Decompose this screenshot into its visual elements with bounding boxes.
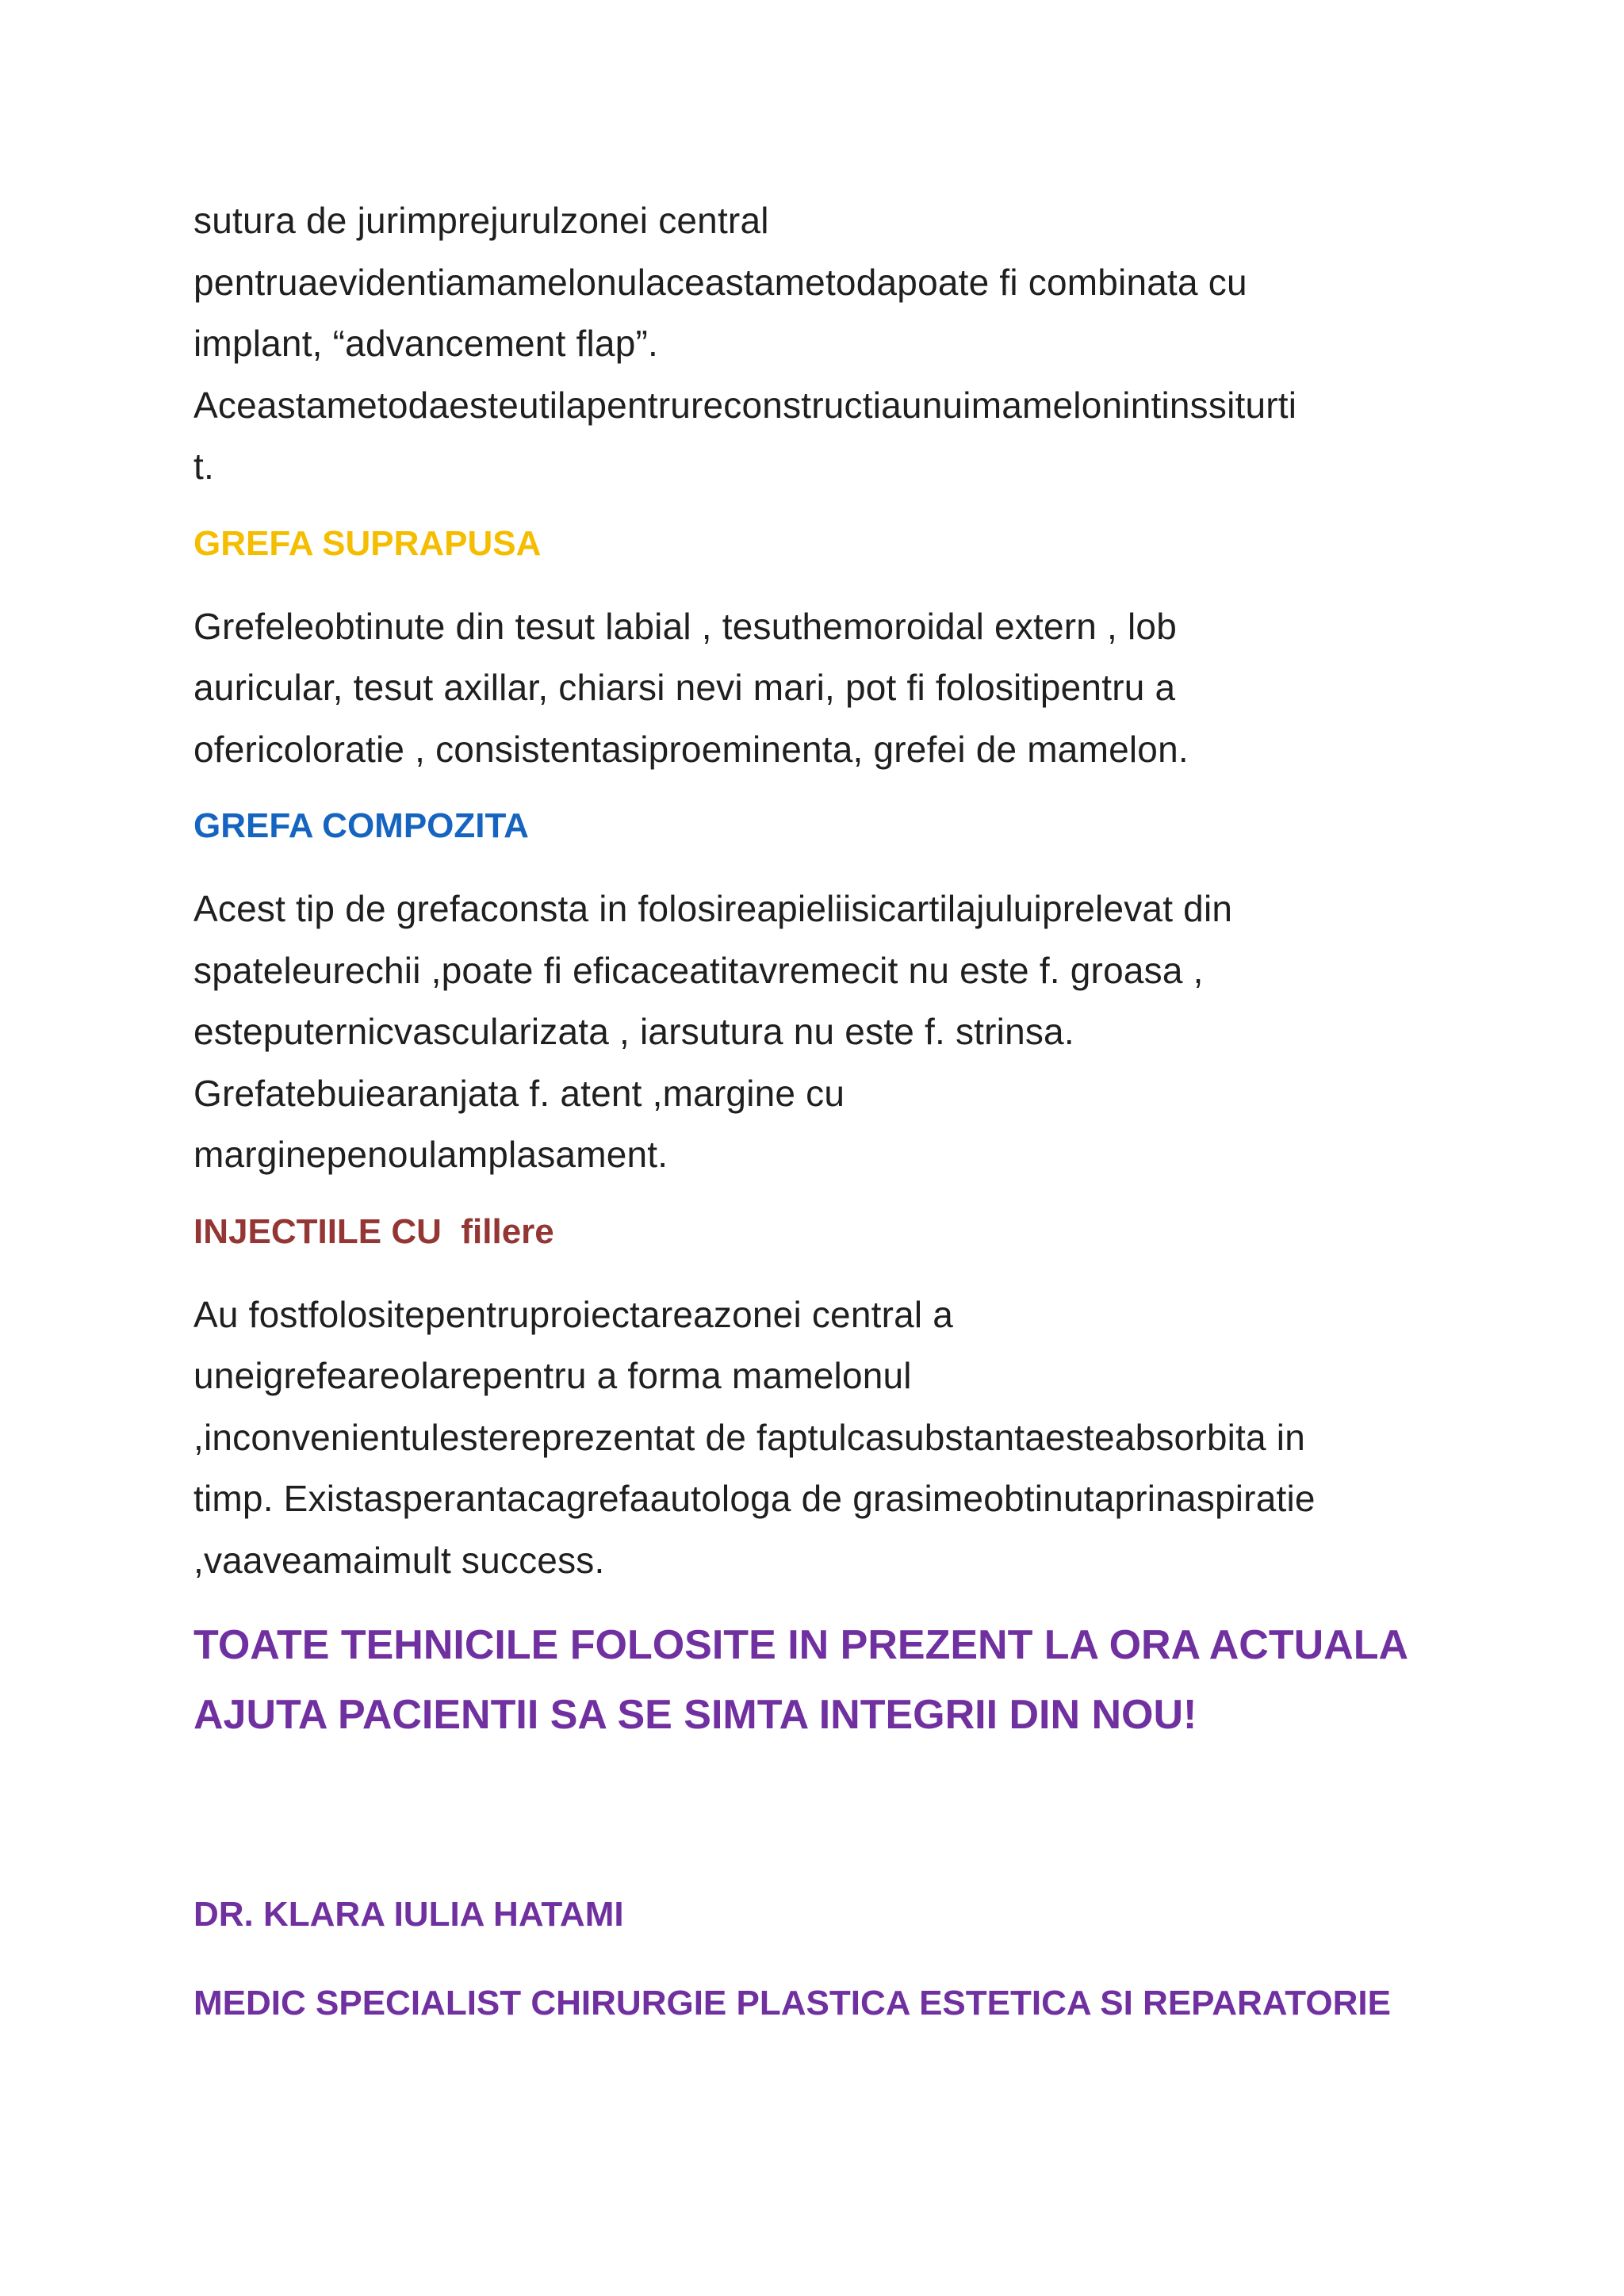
author-name: DR. KLARA IULIA HATAMI <box>193 1895 624 1934</box>
paragraph-line: timp. Existasperantacagrefaautologa de grasimeobtinutaprinaspiratie <box>193 1478 1316 1519</box>
author-title: MEDIC SPECIALIST CHIRURGIE PLASTICA ESTETICA SI REPARATORIE <box>193 1984 1391 2022</box>
closing-line: AJUTA PACIENTII SA SE SIMTA INTEGRII DIN NOU! <box>193 1692 1197 1738</box>
paragraph-line: auricular, tesut axillar, chiarsi nevi mari, pot fi folositipentru a <box>193 667 1176 708</box>
intro-line: t. <box>193 446 214 487</box>
section-heading-injectiile-cu-fillere: INJECTIILE CU fillere <box>193 1211 554 1251</box>
section-paragraph-grefa-compozita <box>193 878 1446 1186</box>
section-paragraph-grefa-suprapusa <box>193 596 1446 781</box>
intro-line: pentruaevidentiamamelonulaceastametodapoate fi combinata cu <box>193 261 1247 303</box>
paragraph-line: Grefatebuiearanjata f. atent ,margine cu <box>193 1072 845 1114</box>
paragraph-line: esteputernicvascularizata , iarsutura nu este f. strinsa. <box>193 1011 1074 1052</box>
paragraph-line: marginepenoulamplasament. <box>193 1134 668 1175</box>
paragraph-line: ofericoloratie , consistentasiproeminenta, grefei de mamelon. <box>193 728 1189 770</box>
document-body <box>193 190 1446 2027</box>
paragraph-line: spateleurechii ,poate fi eficaceatitavremecit nu este f. groasa , <box>193 949 1204 991</box>
paragraph-line: ,inconvenientulestereprezentat de faptulcasubstantaesteabsorbita in <box>193 1416 1306 1458</box>
paragraph-line: Grefeleobtinute din tesut labial , tesuthemoroidal extern , lob <box>193 605 1178 647</box>
intro-paragraph <box>193 190 1446 498</box>
paragraph-line: Acest tip de grefaconsta in folosireapieliisicartilajuluiprelevat din <box>193 888 1233 929</box>
intro-line: Aceastametodaesteutilapentrureconstructiaunuimamelonintinssiturti <box>193 384 1297 426</box>
intro-line: sutura de jurimprejurulzonei central <box>193 200 769 241</box>
paragraph-line: ,vaaveamaimult success. <box>193 1539 605 1581</box>
section-heading-grefa-compozita: GREFA COMPOZITA <box>193 806 529 845</box>
closing-statement <box>193 1610 1446 1750</box>
closing-line: TOATE TEHNICILE FOLOSITE IN PREZENT LA ORA ACTUALA <box>193 1622 1409 1668</box>
section-paragraph-injectiile-cu-fillere <box>193 1284 1446 1592</box>
paragraph-line: uneigrefeareolarepentru a forma mamelonul <box>193 1355 912 1396</box>
section-heading-grefa-suprapusa: GREFA SUPRAPUSA <box>193 523 542 563</box>
intro-line: implant, “advancement flap”. <box>193 323 658 364</box>
paragraph-line: Au fostfolositepentruproiectareazonei central a <box>193 1293 954 1335</box>
